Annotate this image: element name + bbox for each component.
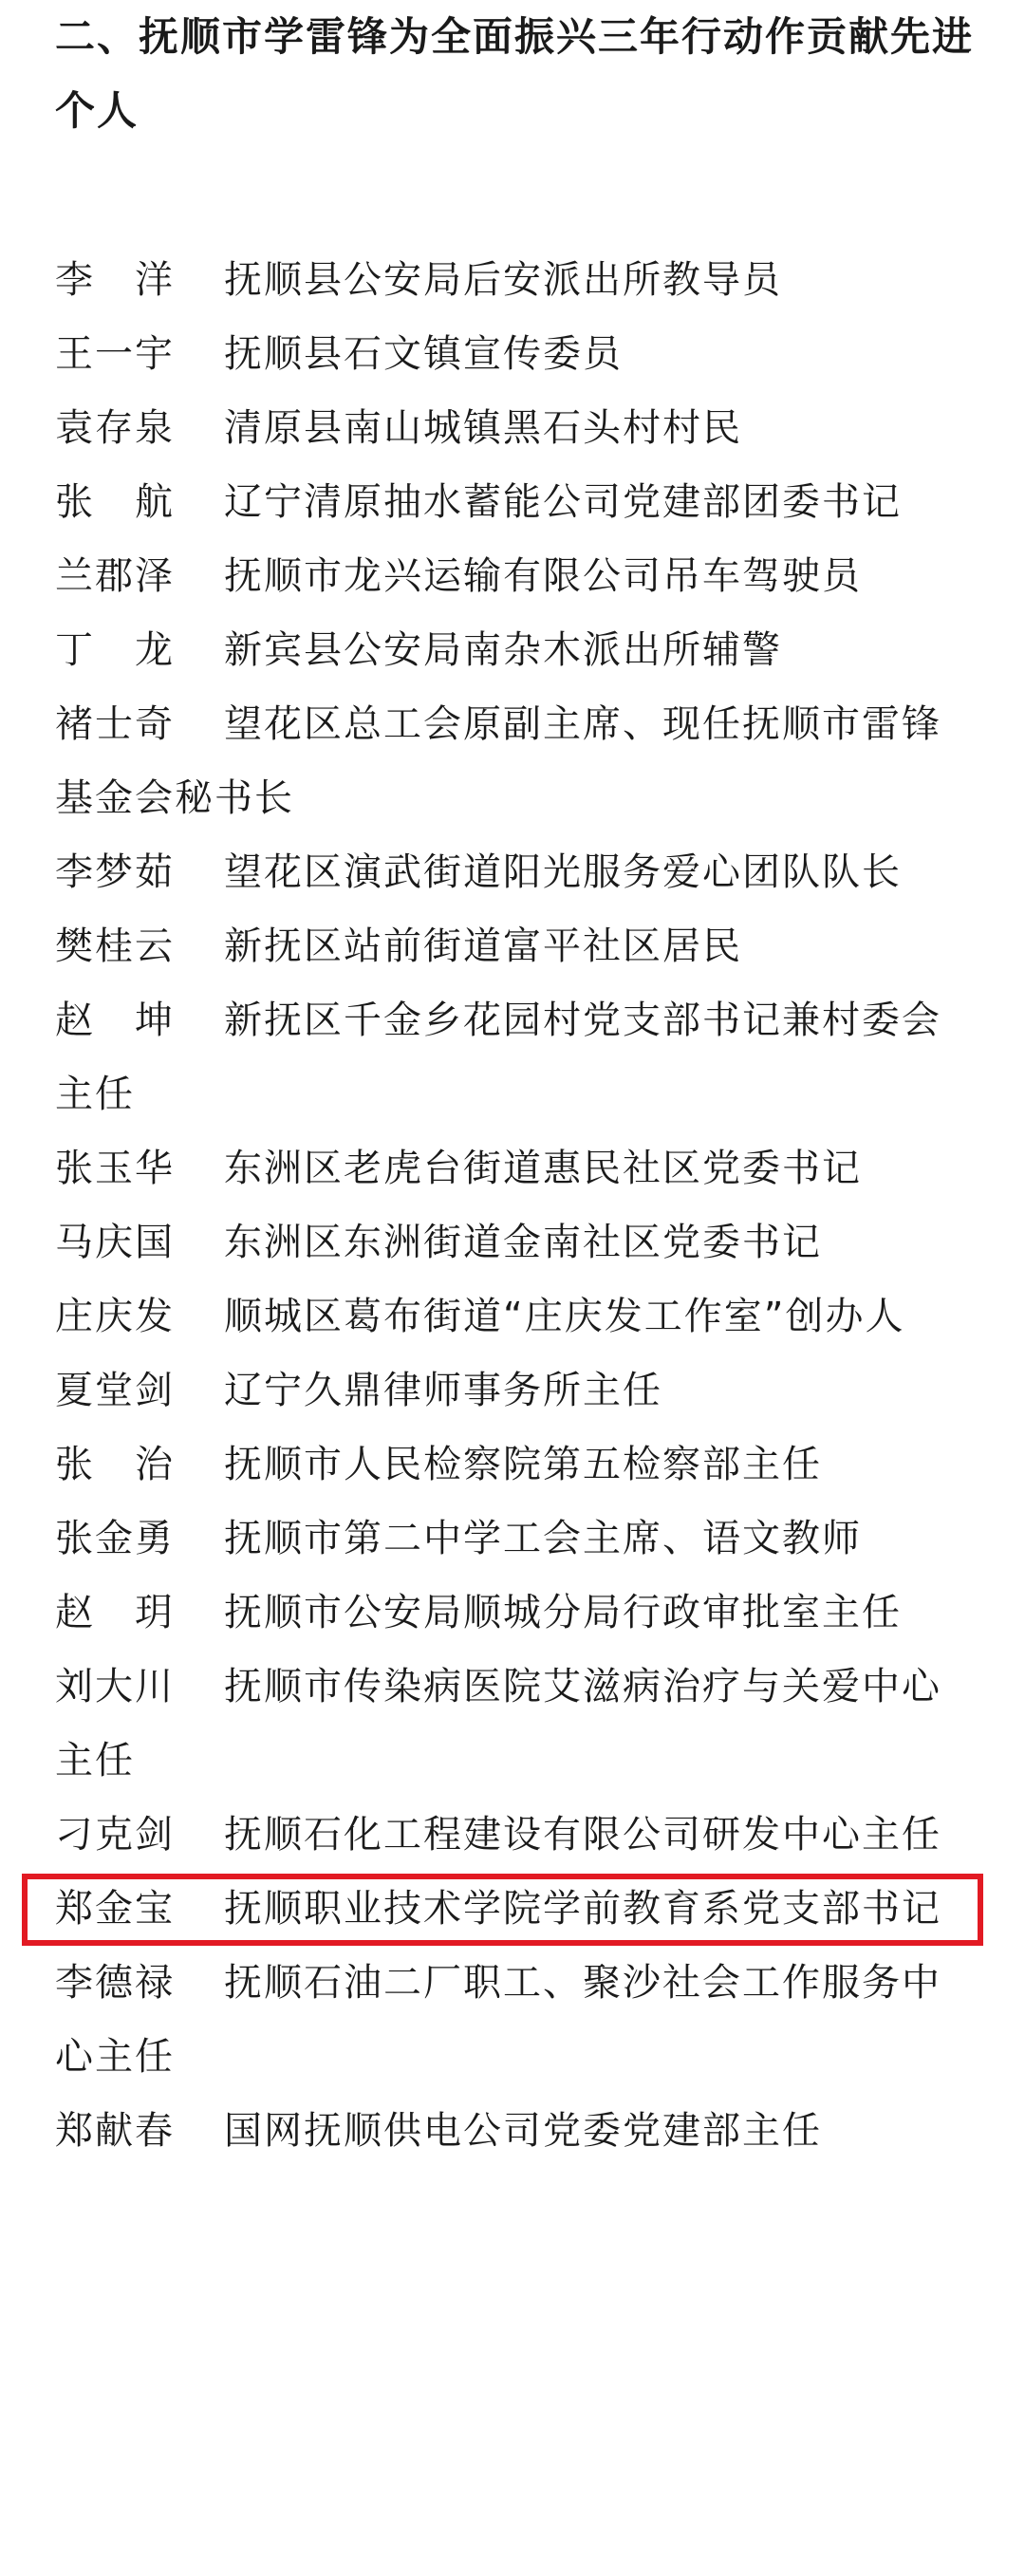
honoree-title: 望花区演武街道阳光服务爱心团队队长 [224,850,902,894]
honoree-name: 马庆国 [55,1221,175,1264]
honoree-entry [55,1428,976,1502]
honoree-name: 张玉华 [55,1147,175,1190]
honoree-entry [55,909,976,983]
honoree-title: 新宾县公安局南杂木派出所辅警 [224,628,782,672]
honoree-entry [55,1279,976,1353]
honoree-title: 东洲区东洲街道金南社区党委书记 [224,1221,822,1264]
honoree-entry [55,1946,976,2094]
honoree-title: 抚顺市公安局顺城分局行政审批室主任 [224,1591,902,1634]
honoree-name: 褚士奇 [55,702,175,746]
honoree-entry [55,835,976,909]
document [55,0,976,2168]
honoree-title: 望花区总工会原副主席、现任抚顺市雷锋基金会秘书长 [55,702,941,820]
honoree-title: 抚顺县公安局后安派出所教导员 [224,258,782,302]
section-heading: 二、抚顺市学雷锋为全面振兴三年行动作贡献先进个人 [55,13,975,134]
honoree-entry [55,1576,976,1650]
honoree-name: 刁克剑 [55,1813,175,1857]
honoree-title: 抚顺市人民检察院第五检察部主任 [224,1443,822,1486]
honoree-entry [55,1205,976,1279]
honoree-title: 新抚区站前街道富平社区居民 [224,924,742,968]
honoree-list [55,243,976,2168]
honoree-entry-highlighted [55,1872,976,1946]
honoree-entry [55,1353,976,1428]
honoree-title: 抚顺市第二中学工会主席、语文教师 [224,1517,862,1560]
honoree-entry [55,1131,976,1205]
honoree-entry [55,391,976,465]
honoree-title: 抚顺石油二厂职工、聚沙社会工作服务中心主任 [55,1961,941,2079]
honoree-entry [55,613,976,687]
honoree-name: 夏堂剑 [55,1369,175,1412]
honoree-name: 郑献春 [55,2109,175,2153]
honoree-name: 张金勇 [55,1517,175,1560]
honoree-name: 李梦茹 [55,850,175,894]
honoree-name: 王一宇 [55,332,175,376]
honoree-name: 庄庆发 [55,1295,175,1338]
honoree-entry [55,317,976,391]
honoree-name: 兰郡泽 [55,554,175,598]
honoree-name: 张 治 [55,1443,175,1486]
honoree-entry [55,687,976,835]
honoree-entry [55,539,976,613]
honoree-name: 丁 龙 [55,628,175,672]
honoree-name: 袁存泉 [55,406,175,450]
honoree-title: 抚顺市传染病医院艾滋病治疗与关爱中心主任 [55,1665,941,1783]
honoree-title: 抚顺县石文镇宣传委员 [224,332,623,376]
honoree-title: 辽宁清原抽水蓄能公司党建部团委书记 [224,480,902,524]
honoree-name: 樊桂云 [55,924,175,968]
honoree-name: 郑金宝 [55,1887,175,1931]
honoree-title: 抚顺石化工程建设有限公司研发中心主任 [224,1813,941,1857]
honoree-title: 抚顺职业技术学院学前教育系党支部书记 [224,1887,941,1931]
honoree-title: 顺城区葛布街道“庄庆发工作室”创办人 [224,1295,905,1338]
honoree-title: 东洲区老虎台街道惠民社区党委书记 [224,1147,862,1190]
honoree-name: 赵 玥 [55,1591,175,1634]
honoree-entry [55,983,976,1131]
honoree-entry [55,465,976,539]
honoree-name: 张 航 [55,480,175,524]
honoree-title: 抚顺市龙兴运输有限公司吊车驾驶员 [224,554,862,598]
honoree-name: 李 洋 [55,258,175,302]
honoree-title: 新抚区千金乡花园村党支部书记兼村委会主任 [55,999,941,1116]
honoree-title: 清原县南山城镇黑石头村村民 [224,406,742,450]
honoree-name: 李德禄 [55,1961,175,2005]
honoree-name: 赵 坤 [55,999,175,1042]
honoree-entry [55,1502,976,1576]
honoree-entry [55,1798,976,1872]
honoree-name: 刘大川 [55,1665,175,1708]
honoree-title: 国网抚顺供电公司党委党建部主任 [224,2109,822,2153]
honoree-entry [55,1650,976,1798]
honoree-entry [55,2094,976,2168]
honoree-entry [55,243,976,317]
honoree-title: 辽宁久鼎律师事务所主任 [224,1369,662,1412]
